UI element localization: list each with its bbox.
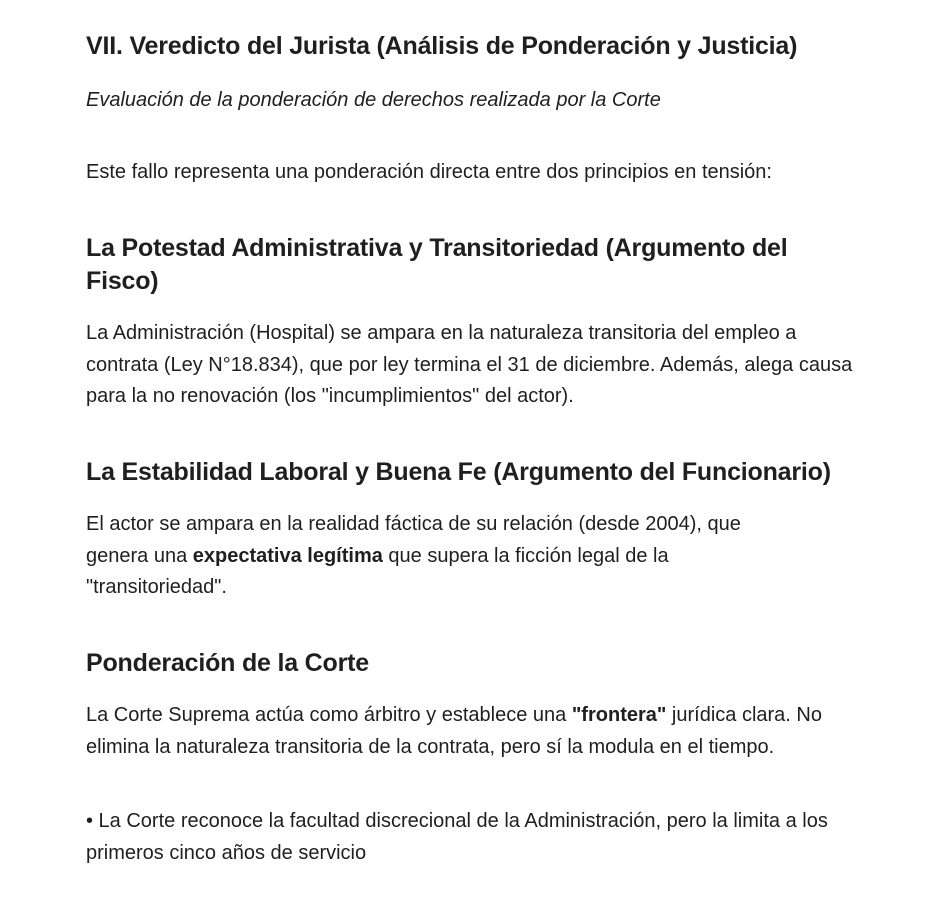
corte-heading: Ponderación de la Corte <box>86 649 369 677</box>
expectativa-legitima-emphasis: expectativa legítima <box>192 544 383 567</box>
fisco-paragraph: La Administración (Hospital) se ampara en la naturaleza transitoria del empleo a contrata (Ley N°18.834), que por ley termina el 31 de diciembre. Además, alega causa para la no renovación (los "incumplimientos" del actor). <box>86 322 853 407</box>
corte-bullet-item: • La Corte reconoce la facultad discrecional de la Administración, pero la limita a los primeros cinco años de servicio <box>86 810 828 864</box>
funcionario-paragraph <box>86 509 806 604</box>
section-title: VII. Veredicto del Jurista (Análisis de Ponderación y Justicia) <box>86 32 798 60</box>
corte-paragraph <box>86 700 876 763</box>
funcionario-heading: La Estabilidad Laboral y Buena Fe (Argumento del Funcionario) <box>86 458 831 486</box>
intro-paragraph: Este fallo representa una ponderación directa entre dos principios en tensión: <box>86 161 772 183</box>
corte-text-1: La Corte Suprema actúa como árbitro y establece una <box>86 704 572 726</box>
fisco-heading: La Potestad Administrativa y Transitoriedad (Argumento del Fisco) <box>86 234 788 295</box>
frontera-emphasis: "frontera" <box>571 704 667 726</box>
section-subtitle: Evaluación de la ponderación de derechos realizada por la Corte <box>86 89 661 111</box>
funcionario-text-1: El actor se ampara en la realidad fáctica de su relación (desde 2004), que genera una <box>86 513 741 567</box>
funcionario-text-2: que supera la ficción legal de la "transitoriedad". <box>86 544 669 598</box>
corte-text-2: jurídica clara. No elimina la naturaleza transitoria de la contrata, pero sí la modula en el tiempo. <box>86 704 822 758</box>
